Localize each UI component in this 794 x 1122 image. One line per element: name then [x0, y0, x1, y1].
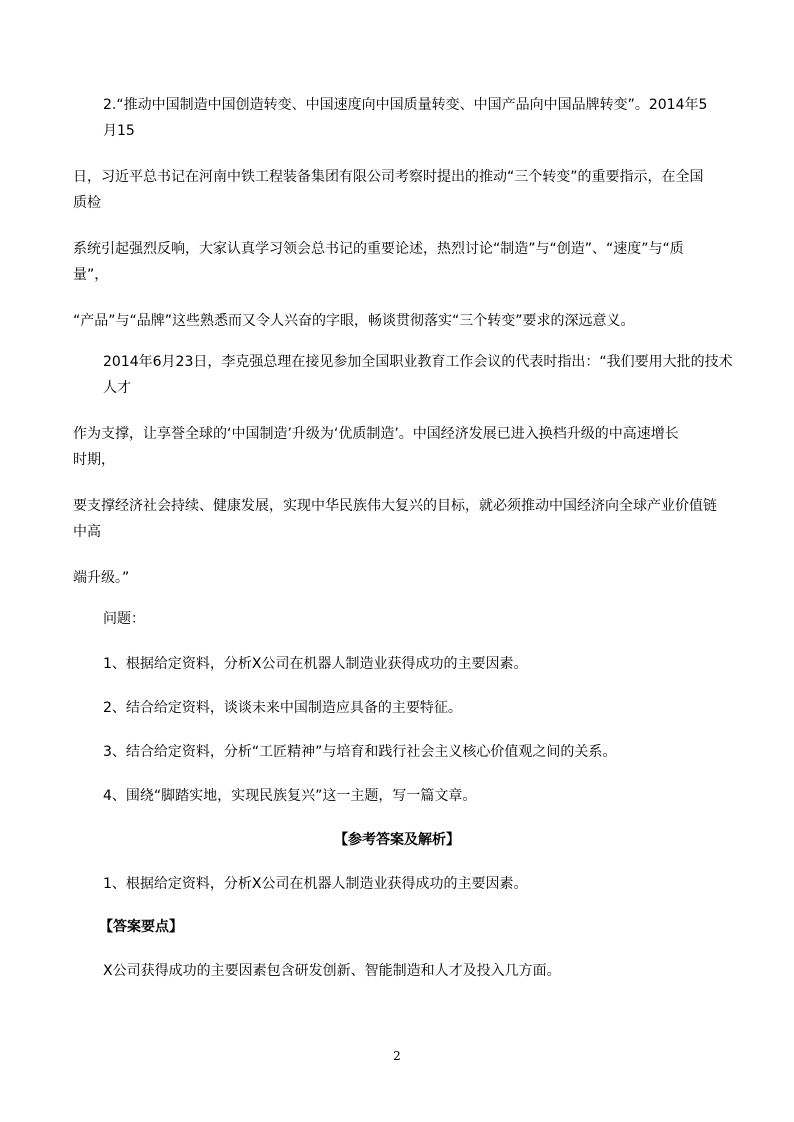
paragraph-line: 系统引起强烈反响，大家认真学习领会总书记的重要论述，热烈讨论“制造”与“创造”、“速度”与“质 [73, 241, 684, 257]
paragraph-line: 2.“推动中国制造中国创造转变、中国速度向中国质量转变、中国产品向中国品牌转变”。2014年5 [103, 97, 708, 113]
paragraph-line: 日，习近平总书记在河南中铁工程装备集团有限公司考察时提出的推动“三个转变”的重要指示，在全国 [73, 169, 704, 185]
paragraph-line: “产品”与“品牌”这些熟悉而又令人兴奋的字眼，畅谈贯彻落实“三个转变”要求的深远意义。 [73, 313, 635, 329]
question-heading: 问题： [103, 611, 145, 627]
answer-text: X公司获得成功的主要因素包含研发创新、智能制造和人才及投入几方面。 [103, 963, 561, 979]
section-heading: 【参考答案及解析】 [334, 832, 460, 848]
paragraph-line: 月15 [103, 123, 135, 139]
question-item: 3、结合给定资料，分析“工匠精神”与培育和践行社会主义核心价值观之间的关系。 [103, 744, 617, 760]
paragraph-line: 量”， [73, 267, 109, 283]
answer-question: 1、根据给定资料，分析X公司在机器人制造业获得成功的主要因素。 [103, 876, 528, 892]
paragraph-line: 要支撑经济社会持续、健康发展，实现中华民族伟大复兴的目标，就必须推动中国经济向全球产业价值链 [73, 498, 717, 514]
paragraph-line: 时期， [73, 452, 115, 468]
question-item: 2、结合给定资料，谈谈未来中国制造应具备的主要特征。 [103, 700, 462, 716]
question-item: 1、根据给定资料，分析X公司在机器人制造业获得成功的主要因素。 [103, 656, 528, 672]
paragraph-line: 2014年6月23日，李克强总理在接见参加全国职业教育工作会议的代表时指出：“我们要用大批的技术 [103, 354, 733, 370]
paragraph-line: 人才 [103, 380, 131, 396]
paragraph-line: 端升级。” [73, 570, 130, 586]
paragraph-line: 中高 [73, 524, 101, 540]
page-number: 2 [393, 1049, 401, 1063]
answer-heading: 【答案要点】 [99, 919, 183, 935]
paragraph-line: 质检 [73, 195, 101, 211]
question-item: 4、围绕“脚踏实地，实现民族复兴”这一主题，写一篇文章。 [103, 788, 477, 804]
paragraph-line: 作为支撑，让享誉全球的‘中国制造’升级为‘优质制造’。中国经济发展已进入换档升级的中高速增长 [73, 426, 679, 442]
